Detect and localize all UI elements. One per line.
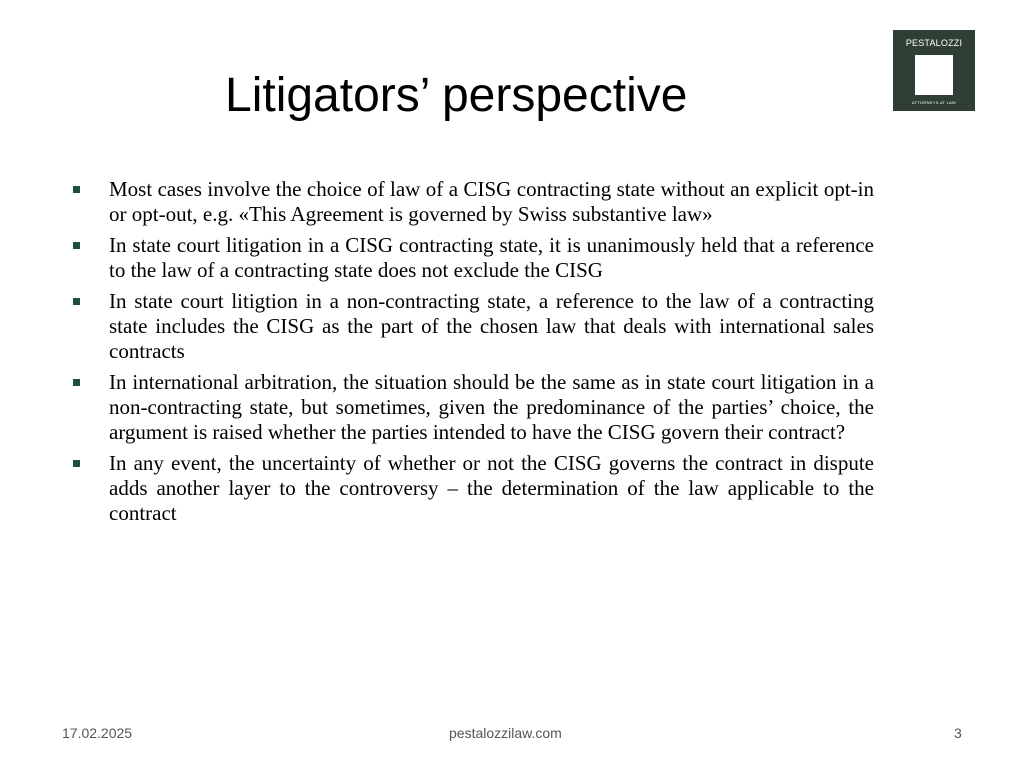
pestalozzi-logo [893, 30, 975, 111]
square-bullet-icon [73, 379, 80, 386]
bullet-item [73, 233, 874, 283]
bullet-text: In international arbitration, the situation should be the same as in state court litigation in a non-contracting state, but sometimes, given the predominance of the parties’ choice, the argument is raised whether the parties intended to have the CISG govern their contract? [109, 370, 874, 444]
bullet-text: Most cases involve the choice of law of a CISG contracting state without an explicit opt-in or opt-out, e.g. «This Agreement is governed by Swiss substantive law» [109, 177, 874, 226]
bullet-text: In state court litigation in a CISG contracting state, it is unanimously held that a reference to the law of a contracting state does not exclude the CISG [109, 233, 874, 282]
bullet-item [73, 451, 874, 526]
bullet-item [73, 177, 874, 227]
square-bullet-icon [73, 186, 80, 193]
bullet-text: In any event, the uncertainty of whether or not the CISG governs the contract in dispute adds another layer to the controversy – the determination of the law applicable to the contract [109, 451, 874, 525]
bullet-text: In state court litigtion in a non-contracting state, a reference to the law of a contracting state includes the CISG as the part of the chosen law that deals with international sales contracts [109, 289, 874, 363]
footer-website: pestalozzilaw.com [449, 725, 562, 741]
square-bullet-icon [73, 460, 80, 467]
square-bullet-icon [73, 298, 80, 305]
footer-date: 17.02.2025 [62, 725, 133, 741]
bullet-item [73, 370, 874, 445]
logo-name: PESTALOZZI [905, 38, 963, 48]
page-number: 3 [954, 725, 962, 741]
logo-tagline: ATTORNEYS AT LAW [911, 100, 957, 105]
bullet-list [73, 177, 874, 532]
square-bullet-icon [73, 242, 80, 249]
slide-title: Litigators’ perspective [225, 69, 688, 122]
bullet-item [73, 289, 874, 364]
logo-square-icon [915, 55, 953, 95]
